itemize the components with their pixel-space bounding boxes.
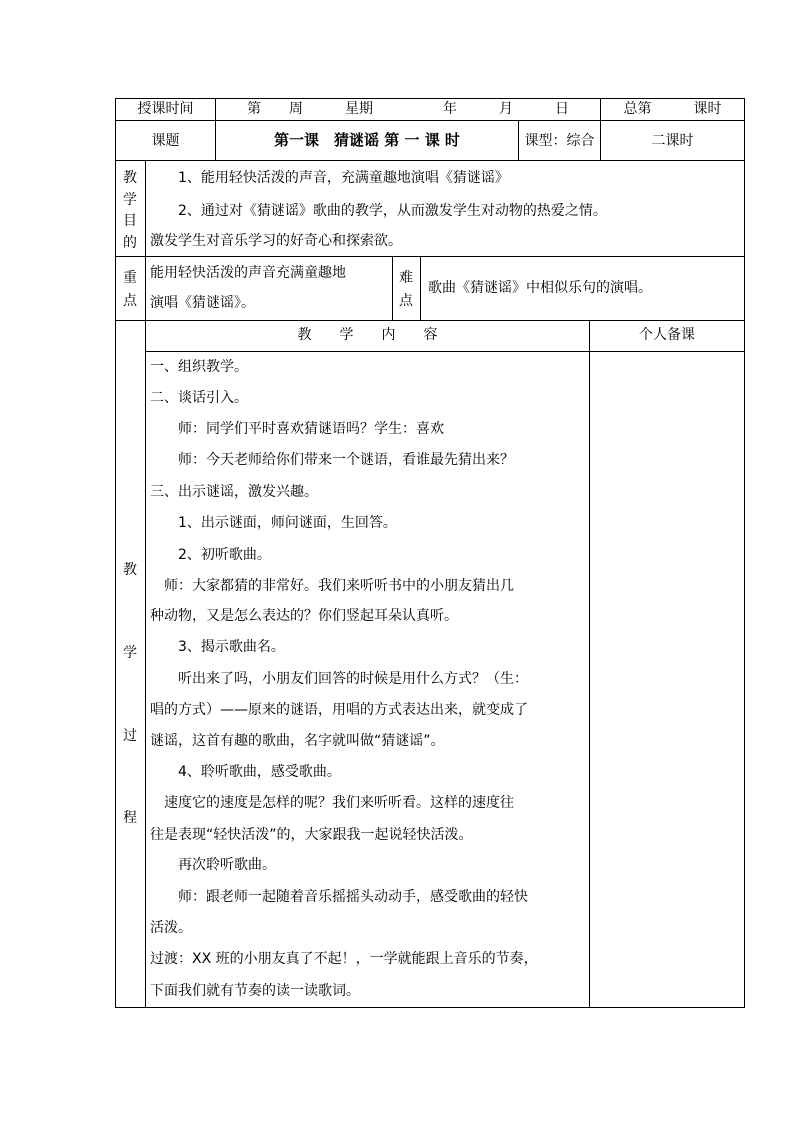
lesson-time-label: 授课时间	[137, 101, 194, 117]
row-divider	[115, 160, 745, 161]
process-line: 一、组织教学。	[150, 359, 248, 375]
process-line: 2、初听歌曲。	[150, 547, 271, 563]
process-line: 下面我们就有节奏的读一读歌词。	[150, 983, 360, 999]
row-divider	[115, 256, 745, 257]
process-line: 二、谈话引入。	[150, 390, 248, 406]
difficulty-side-char: 难	[399, 270, 413, 286]
process-line: 唱的方式）——原来的谜语，用唱的方式表达出来，就变成了	[150, 702, 528, 718]
table-border-bottom	[115, 1007, 745, 1008]
process-line: 听出来了吗，小朋友们回答的时候是用什么方式？（生：	[150, 671, 528, 687]
objectives-side-char: 教	[123, 170, 137, 186]
process-side-char: 教	[123, 562, 137, 578]
process-line: 再次聆听歌曲。	[150, 857, 276, 873]
process-line: 师：大家都猜的非常好。我们来听听书中的小朋友猜出几	[150, 578, 514, 594]
process-line: 种动物，又是怎么表达的？你们竖起耳朵认真听。	[150, 608, 458, 624]
column-divider	[145, 160, 146, 1008]
lesson-type: 课型：综合	[524, 133, 595, 149]
process-line: 过渡：XX 班的小朋友真了不起！，一学就能跟上音乐的节奏，	[150, 951, 538, 967]
objective-line: 激发学生对音乐学习的好奇心和探索欲。	[150, 233, 402, 249]
process-line: 往是表现“轻快活泼”的，大家跟我一起说轻快活泼。	[150, 827, 473, 843]
process-line: 3、揭示歌曲名。	[150, 639, 285, 655]
objective-line: 2、通过对《猜谜谣》歌曲的教学，从而激发学生对动物的热爱之情。	[150, 203, 607, 219]
process-line: 4、聆听歌曲，感受歌曲。	[150, 764, 341, 780]
date-fields-label: 第 周 星期 年 月 日	[247, 101, 569, 117]
key-points-line: 演唱《猜谜谣》。	[150, 295, 255, 311]
process-side-char: 学	[123, 645, 137, 661]
topic-label: 课题	[151, 133, 180, 149]
process-side-char: 过	[123, 728, 137, 744]
process-line: 活泼。	[150, 920, 192, 936]
lesson-hours: 二课时	[651, 133, 694, 149]
difficulty-text: 歌曲《猜谜谣》中相似乐句的演唱。	[428, 280, 652, 296]
notes-column-header: 个人备课	[639, 327, 695, 343]
process-side-char: 程	[123, 810, 137, 826]
row-divider	[145, 351, 745, 352]
column-divider	[392, 256, 393, 321]
column-divider	[589, 320, 590, 1008]
row-divider	[115, 320, 745, 321]
objectives-side-char: 目	[123, 213, 137, 229]
process-line: 师：今天老师给你们带来一个谜语，看谁最先猜出来？	[150, 452, 514, 468]
process-line: 谜谣，这首有趣的歌曲，名字就叫做“猜谜谣”。	[150, 733, 445, 749]
objective-line: 1、能用轻快活泼的声音，充满童趣地演唱《猜谜谣》	[150, 170, 509, 186]
column-divider	[420, 256, 421, 321]
key-points-side-char: 重	[123, 270, 137, 286]
objectives-side-char: 学	[123, 192, 137, 208]
table-border-top	[115, 98, 745, 99]
lesson-title: 第一课 猜谜谣 第 一 课 时	[274, 131, 460, 149]
key-points-line: 能用轻快活泼的声音充满童趣地	[150, 265, 346, 281]
table-border-left	[115, 98, 116, 1008]
key-points-side-char: 点	[123, 293, 137, 309]
row-divider	[115, 120, 745, 121]
process-line: 速度它的速度是怎样的呢？我们来听听看。这样的速度往	[150, 795, 514, 811]
difficulty-side-char: 点	[399, 293, 413, 309]
process-line: 1、出示谜面，师问谜面，生回答。	[150, 515, 397, 531]
objectives-side-char: 的	[123, 235, 137, 251]
total-hours-label: 总第 课时	[623, 101, 722, 117]
table-border-right	[744, 98, 745, 1008]
content-column-header: 教 学 内 容	[297, 327, 438, 343]
process-line: 三、出示谜谣，激发兴趣。	[150, 484, 318, 500]
process-line: 师：同学们平时喜欢猜谜语吗？学生：喜欢	[150, 421, 444, 437]
process-line: 师：跟老师一起随着音乐摇摇头动动手，感受歌曲的轻快	[150, 889, 528, 905]
